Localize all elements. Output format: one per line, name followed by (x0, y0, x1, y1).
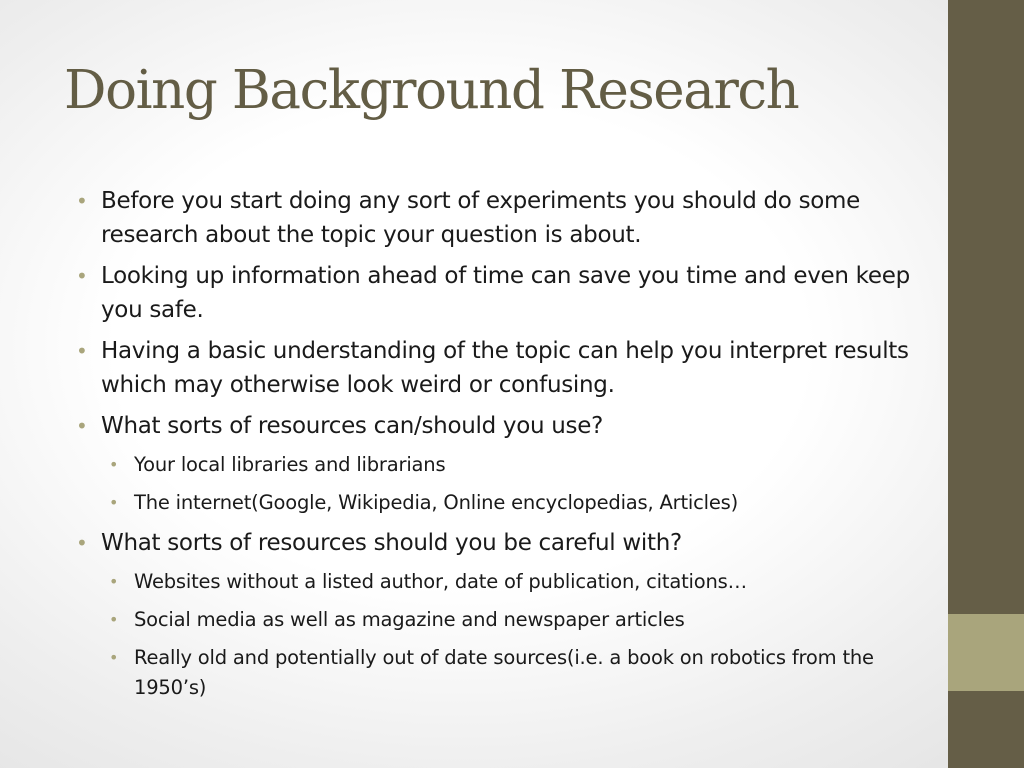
bullet-item (76, 334, 932, 402)
bullet-text: Looking up information ahead of time can save you time and even keep you safe. (101, 263, 910, 323)
sub-bullet-item (76, 488, 932, 518)
bullet-text: Before you start doing any sort of experiments you should do some research about the topic your question is about. (101, 188, 860, 248)
bullet-dot-icon: • (76, 189, 88, 213)
bullet-text: What sorts of resources can/should you use? (101, 413, 603, 439)
sub-bullet-text: The internet(Google, Wikipedia, Online encyclopedias, Articles) (134, 491, 739, 514)
bullet-list (76, 184, 932, 711)
bullet-dot-icon: • (109, 610, 119, 629)
sidebar-accent-block (948, 614, 1024, 691)
sub-bullet-text: Really old and potentially out of date sources(i.e. a book on robotics from the 1950’s) (134, 646, 874, 699)
bullet-dot-icon: • (109, 572, 119, 591)
bullet-item (76, 409, 932, 443)
sub-bullet-item (76, 450, 932, 480)
bullet-dot-icon: • (109, 493, 119, 512)
bullet-dot-icon: • (76, 264, 88, 288)
bullet-item (76, 184, 932, 252)
bullet-item (76, 526, 932, 560)
bullet-text: Having a basic understanding of the topic can help you interpret results which may otherwise look weird or confusing. (101, 338, 909, 398)
bullet-dot-icon: • (76, 339, 88, 363)
bullet-dot-icon: • (76, 531, 88, 555)
bullet-dot-icon: • (109, 455, 119, 474)
sub-bullet-text: Websites without a listed author, date of publication, citations… (134, 570, 747, 593)
bullet-text: What sorts of resources should you be careful with? (101, 530, 682, 556)
bullet-dot-icon: • (109, 648, 119, 667)
sub-bullet-item (76, 643, 932, 703)
slide-title: Doing Background Research (64, 60, 799, 121)
sub-bullet-item (76, 605, 932, 635)
sub-bullet-text: Social media as well as magazine and newspaper articles (134, 608, 685, 631)
bullet-item (76, 259, 932, 327)
sub-bullet-item (76, 567, 932, 597)
bullet-dot-icon: • (76, 414, 88, 438)
sub-bullet-text: Your local libraries and librarians (134, 453, 446, 476)
